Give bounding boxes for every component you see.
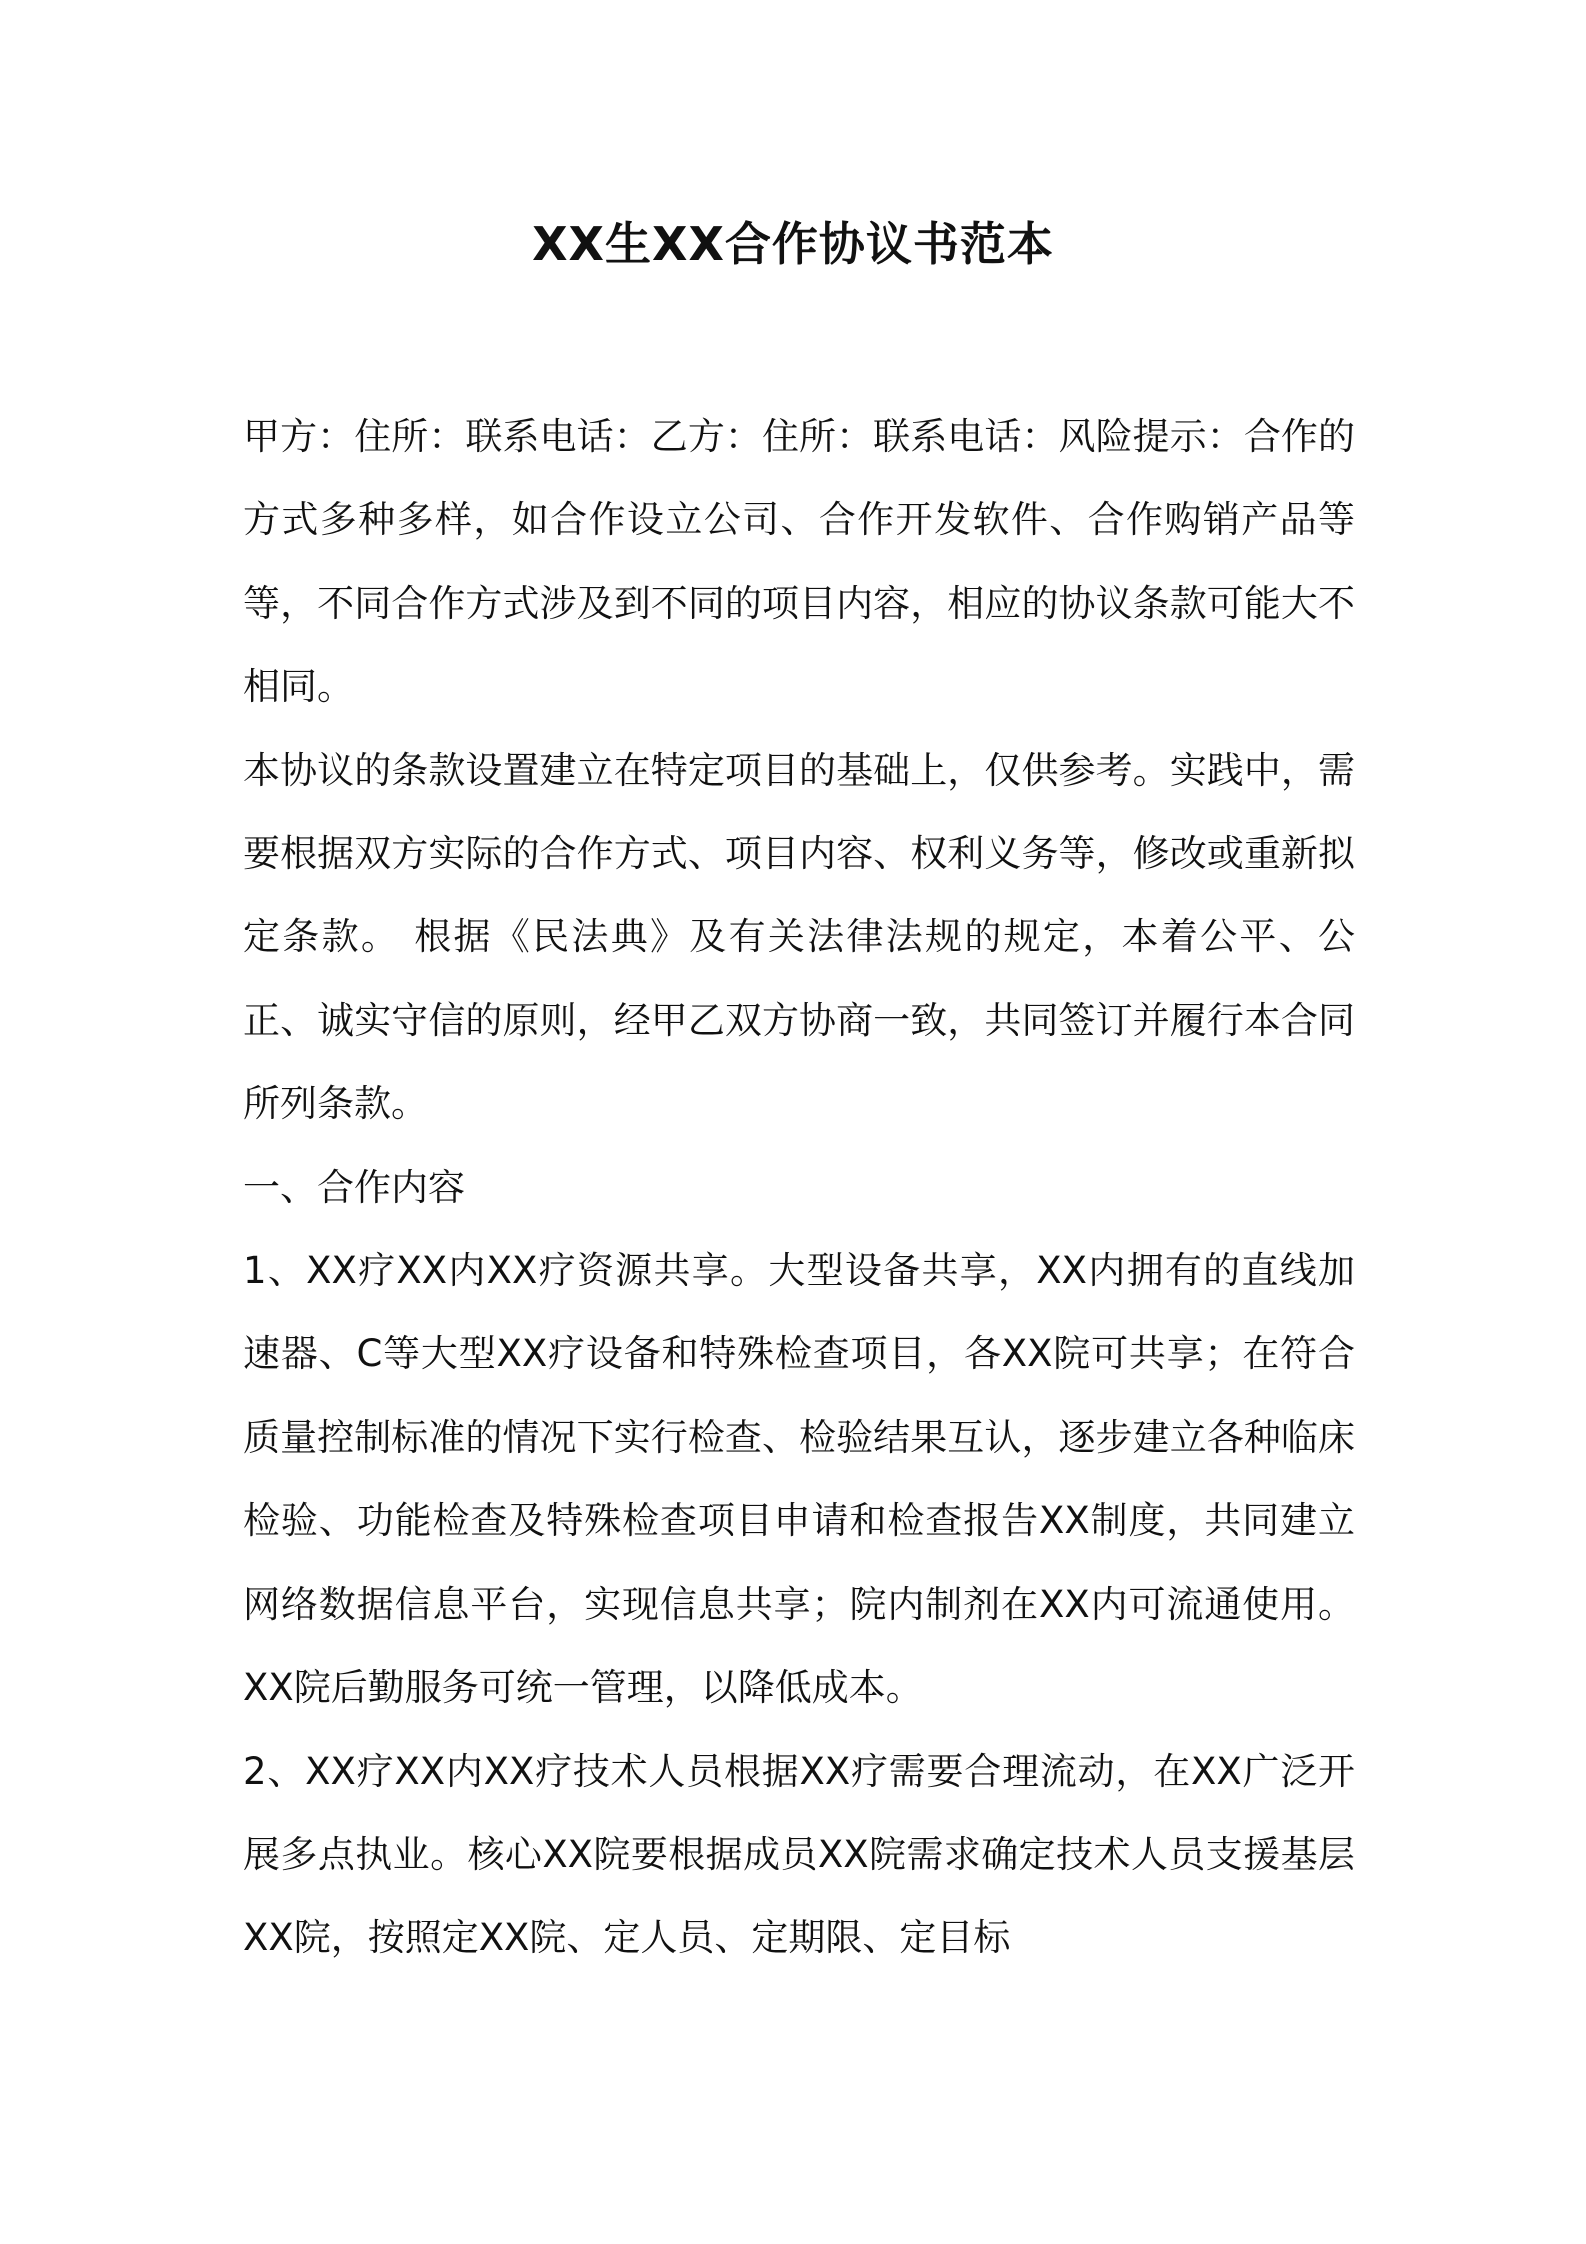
clause-item-2: 2、XX疗XX内XX疗技术人员根据XX疗需要合理流动，在XX广泛开展多点执业。核心XX院要根据成员XX院需求确定技术人员支援基层XX院，按照定XX院、定人员、定期限、定目标: [243, 1749, 1355, 1960]
section-heading-cooperation-content: 一、合作内容: [243, 1165, 465, 1209]
document-title: XX生XX合作协议书范本: [532, 217, 1054, 271]
paragraph-parties-and-risk-notice: 甲方：住所：联系电话：乙方：住所：联系电话：风险提示：合作的方式多种多样，如合作设立公司、合作开发软件、合作购销产品等等，不同合作方式涉及到不同的项目内容，相应的协议条款可能大不相同。: [243, 415, 1355, 709]
paragraph-agreement-basis: 本协议的条款设置建立在特定项目的基础上，仅供参考。实践中，需要根据双方实际的合作方式、项目内容、权利义务等，修改或重新拟定条款。 根据《民法典》及有关法律法规的规定，本着公平、公正、诚实守信的原则，经甲乙双方协商一致，共同签订并履行本合同所列条款。: [243, 748, 1355, 1126]
clause-item-1: 1、XX疗XX内XX疗资源共享。大型设备共享，XX内拥有的直线加速器、C等大型XX疗设备和特殊检查项目，各XX院可共享；在符合质量控制标准的情况下实行检查、检验结果互认，逐步建立各种临床检验、功能检查及特殊检查项目申请和检查报告XX制度，共同建立网络数据信息平台，实现信息共享；院内制剂在XX内可流通使用。XX院后勤服务可统一管理，以降低成本。: [243, 1249, 1355, 1710]
document-body: [243, 395, 1355, 1980]
